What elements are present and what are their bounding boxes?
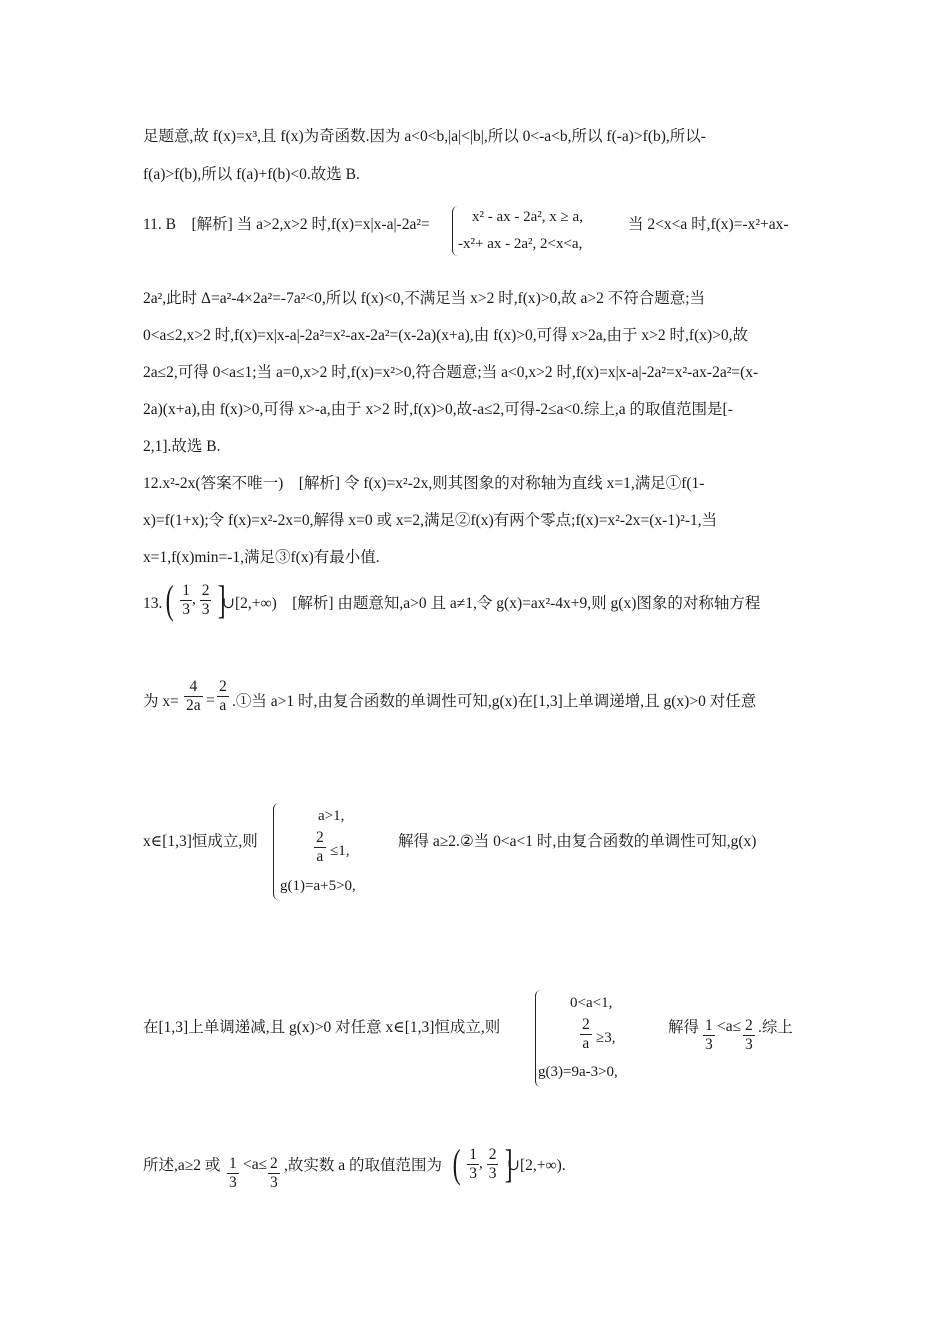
problem-11-line	[143, 215, 430, 235]
final-text: ,故实数 a 的取值范围为	[284, 1157, 443, 1174]
system-11-row-2: -x²+ ax - 2a², 2<x<a,	[458, 236, 583, 252]
system-14-row-1: a>1,	[318, 808, 345, 824]
fraction-one-third-15: $\frac{1}{3}$	[705, 1017, 713, 1053]
text-line-8: 2,1].故选 B.	[143, 438, 221, 455]
text-line-7: 2a)(x+a),由 f(x)>0,可得 x>-a,由于 x>2 时,f(x)>0,故-a≤2,可得-2≤a<0.综上,a 的取值范围是[-	[143, 401, 733, 418]
text-line-4: 2a²,此时 Δ=a²-4×2a²=-7a²<0,所以 f(x)<0,不满足当 x>2 时,f(x)>0,故 a>2 不符合题意;当	[143, 290, 706, 307]
case2-ineq: <a≤	[717, 1018, 742, 1035]
close-bracket-final: ]	[504, 1141, 513, 1186]
text-line-5: 0<a≤2,x>2 时,f(x)=x|x-a|-2a²=x²-ax-2a²=(x-2a)(x+a),由 f(x)>0,可得 x>2a,由于 x>2 时,f(x)>0,故	[143, 327, 749, 344]
brace-14	[273, 803, 280, 900]
open-paren-final: (	[452, 1141, 461, 1186]
fraction-one-third-interval: $\frac{1}{3}$	[469, 1145, 477, 1182]
problem-13-number: 13.	[143, 595, 163, 612]
case2-solve: 解得	[668, 1019, 700, 1036]
fraction-two-thirds-15: $\frac{2}{3}$	[745, 1017, 753, 1053]
open-paren: (	[165, 577, 174, 622]
fraction-two-thirds-final: $\frac{2}{3}$	[270, 1155, 278, 1191]
interval-13: ( $\frac{1}{3}$ , $\frac{2}{3}$ ]	[165, 577, 226, 622]
fraction-one-third-final: $\frac{1}{3}$	[229, 1155, 237, 1191]
case2-line: 在[1,3]上单调递减,且 g(x)>0 对任意 x∈[1,3]恒成立,则	[143, 1019, 501, 1036]
text-line-2: f(a)>f(b),所以 f(a)+f(b)<0.故选 B.	[143, 166, 360, 183]
final-union: ∪[2,+∞).	[507, 1157, 566, 1174]
fraction-two-thirds: $\frac{2}{3}$	[201, 581, 210, 618]
axis-line-cont: .①当 a>1 时,由复合函数的单调性可知,g(x)在[1,3]上单调递增,且 g(x)>0 对任意	[232, 693, 757, 710]
text-line-10: x)=f(1+x);令 f(x)=x²-2x=0,解得 x=0 或 x=2,满足②f(x)有两个零点;f(x)=x²-2x=(x-1)²-1,当	[143, 512, 718, 529]
fraction-two-thirds-interval: $\frac{2}{3}$	[488, 1145, 497, 1182]
fraction-4-over-2a: $\frac{4}{2a}$	[186, 678, 201, 714]
text-line-11: x=1,f(x)min=-1,满足③f(x)有最小值.	[143, 549, 380, 566]
system-15-row-3: g(3)=9a-3>0,	[538, 1064, 618, 1080]
fraction-one-third: $\frac{1}{3}$	[182, 581, 190, 618]
axis-text: 为 x=	[143, 693, 179, 710]
case1-result: 解得 a≥2.②当 0<a<1 时,由复合函数的单调性可知,g(x)	[398, 833, 757, 850]
fraction-2-over-a-14: $\frac{2}{a}$	[316, 829, 324, 865]
system-15-row-1: 0<a<1,	[570, 995, 613, 1011]
system-14-row-3: g(1)=a+5>0,	[280, 878, 356, 894]
close-bracket: ]	[217, 577, 226, 622]
system-14-row-2: ≤1,	[330, 843, 350, 859]
final-ineq: <a≤	[243, 1156, 268, 1173]
problem-13-intro: ∪[2,+∞) [解析] 由题意知,a>0 且 a≠1,令 g(x)=ax²-4x+9,则 g(x)图象的对称轴方程	[222, 595, 761, 612]
problem-13-line	[143, 594, 162, 614]
fraction-2-over-a: $\frac{2}{a}$	[219, 678, 227, 714]
case1-line: x∈[1,3]恒成立,则	[143, 833, 258, 850]
text-line-6: 2a≤2,可得 0<a≤1;当 a=0,x>2 时,f(x)=x²>0,符合题意;当 a<0,x>2 时,f(x)=x|x-a|-2a²=x²-ax-2a²=(x-	[143, 364, 759, 381]
axis-line	[143, 692, 179, 712]
interval-final: ( $\frac{1}{3}$ , $\frac{2}{3}$ ]	[452, 1141, 513, 1186]
text-line-1: 足题意,故 f(x)=x³,且 f(x)为奇函数.因为 a<0<b,|a|<|b|,所以 0<-a<b,所以 f(-a)>f(b),所以-	[143, 128, 706, 145]
text-line-9: 12.x²-2x(答案不唯一) [解析] 令 f(x)=x²-2x,则其图象的对称轴为直线 x=1,满足①f(1-	[143, 475, 705, 492]
problem-11-cont: 当 2<x<a 时,f(x)=-x²+ax-	[628, 216, 789, 233]
system-15-row-2: ≥3,	[596, 1030, 616, 1046]
final-line: 所述,a≥2 或	[143, 1157, 221, 1174]
problem-11-intro: 11. B [解析] 当 a>2,x>2 时,f(x)=x|x-a|-2a²=	[143, 216, 430, 233]
case2-conclusion: .综上	[758, 1019, 793, 1036]
system-11-row-1: x² - ax - 2a², x ≥ a,	[472, 209, 583, 225]
fraction-2-over-a-15: $\frac{2}{a}$	[582, 1016, 590, 1052]
equals-sign: =	[206, 692, 215, 709]
